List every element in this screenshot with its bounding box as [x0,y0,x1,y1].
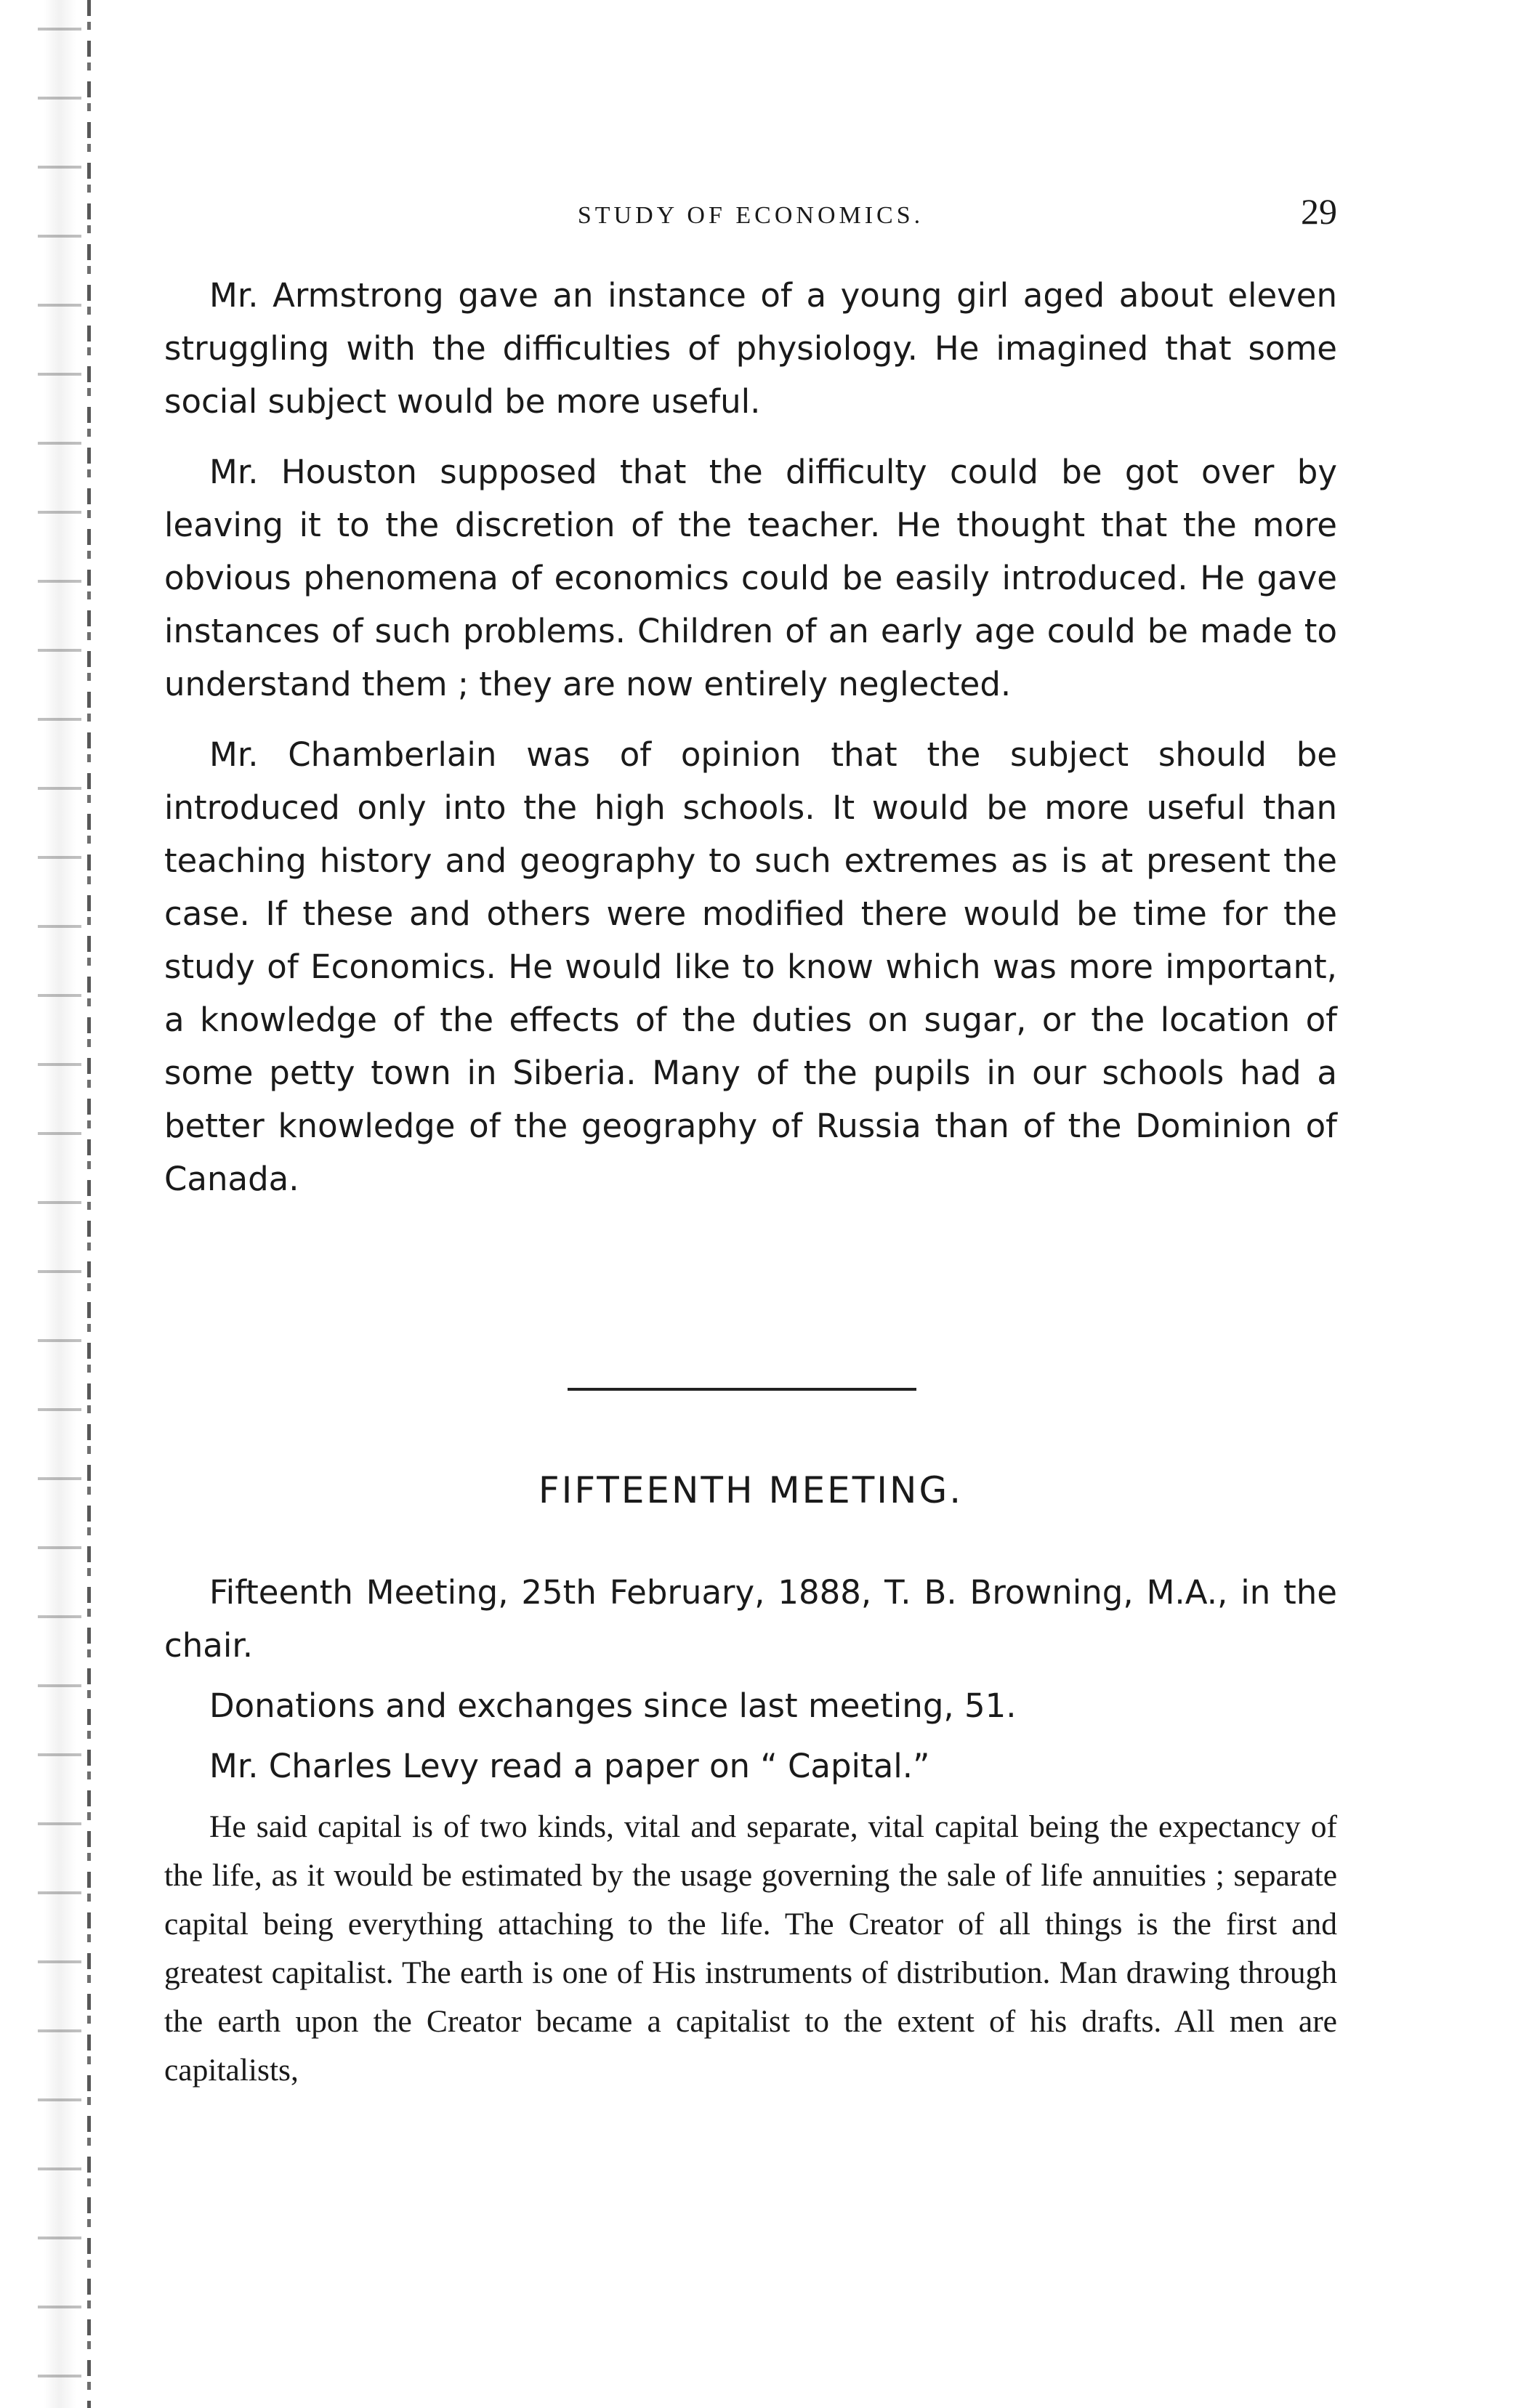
discussion-text [164,269,1337,1205]
binding-gutter-line [87,0,91,2408]
section-heading: FIFTEENTH MEETING. [538,1469,964,1511]
page-header [164,190,1337,241]
donations-paragraph: Donations and exchanges since last meeting, 51. [209,1686,1017,1725]
capital-abstract-paragraph: He said capital is of two kinds, vital and separate, vital capital being the expectancy of the life, as it would be estimated by the usage governing the sale of life annuities ; separate capital being everything attaching to the life. The Creator of all things is the first and greatest capitalist. The earth is one of His instruments of distribution. Man drawing through the earth upon the Creator became a capitalist to the extent of his drafts. All men are capitalists, [164,1809,1337,2088]
paper-announcement-paragraph: Mr. Charles Levy read a paper on “ Capital.” [209,1747,930,1785]
paragraph-chamberlain: Mr. Chamberlain was of opinion that the subject should be introduced only into the high schools. It would be more useful than teaching history and geography to such extremes as is at present the case. If these and others were modified there would be time for the study of Economics. He would like to know which was more important, a knowledge of the effects of the duties on sugar, or the location of some petty town in Siberia. Many of the pupils in our schools had a better knowledge of the geography of Russia than of the Dominion of Canada. [164,735,1337,1198]
paragraph-armstrong: Mr. Armstrong gave an instance of a young girl aged about eleven struggling with the difficulties of physiology. He imagined that some social subject would be more useful. [164,276,1337,421]
binding-scan-specks [38,0,81,2408]
meeting-minutes [164,1566,1337,2095]
paragraph-houston: Mr. Houston supposed that the difficulty could be got over by leaving it to the discretion of the teacher. He thought that the more obvious phenomena of economics could be easily introduced. He gave instances of such problems. Children of an early age could be made to understand them ; they are now entirely neglected. [164,453,1337,703]
meeting-date-paragraph: Fifteenth Meeting, 25th February, 1888, T. B. Browning, M.A., in the chair. [164,1573,1337,1665]
running-head: STUDY OF ECONOMICS. [577,202,924,229]
section-divider-rule [568,1388,916,1391]
page-number: 29 [1301,191,1337,232]
